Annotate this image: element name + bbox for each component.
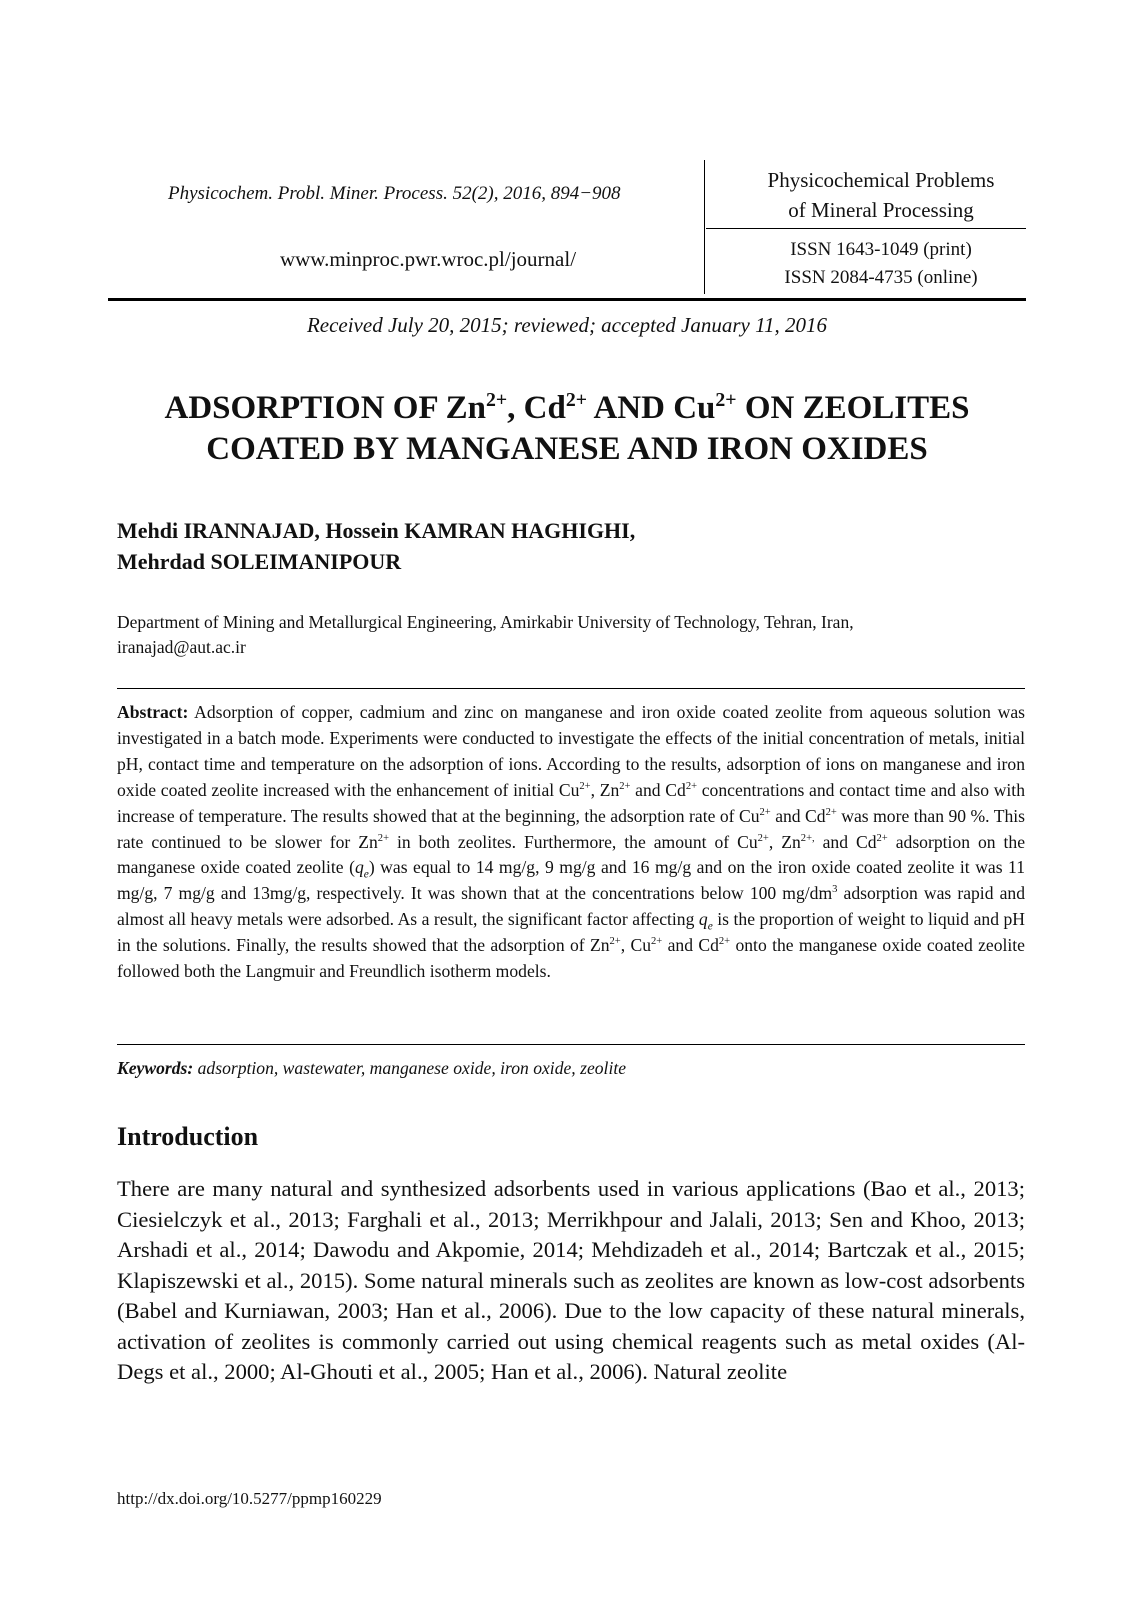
received-dates: Received July 20, 2015; reviewed; accepted January 11, 2016	[306, 313, 828, 337]
abstract-text: ) was equal to 14 mg/g, 9 mg/g and 16 mg/g and on the iron oxide coated zeolite it was 11 mg/g, 7 mg/g and 13mg/g, respectively. It was shown that at the concentrations below 100 mg/dm	[117, 857, 1026, 904]
journal-name-line1: Physicochemical Problems	[767, 168, 995, 192]
issn-block	[736, 236, 1026, 292]
ion-charge: 2+	[685, 780, 698, 792]
header-divider-horizontal	[706, 228, 1026, 229]
abstract-top-rule	[117, 688, 1025, 689]
abstract-text: , Zn	[768, 831, 801, 852]
issn-print: ISSN 1643-1049 (print)	[790, 239, 972, 260]
paper-title-line1	[108, 388, 1026, 429]
header-divider-vertical	[704, 160, 705, 294]
title-superscript: 2+	[565, 389, 588, 411]
symbol-q: q	[698, 909, 708, 930]
keywords-text: adsorption, wastewater, manganese oxide, iron oxide, zeolite	[193, 1058, 627, 1078]
title-superscript: 2+	[486, 389, 508, 411]
abstract-text: Adsorption of copper, cadmium and zinc on manganese and iron oxide coated zeolite from aqueous solution was investigated in a batch mode. Experiments were conducted to investigate the effects of the initial concentration of metals, initial pH, contact time and temperature on the adsorption of ions. According to the results, adsorption of ions on manganese and iron oxide coated zeolite increased with the enhancement of initial Cu	[117, 702, 1025, 800]
abstract-text: and Cd	[662, 935, 719, 956]
abstract-text: adsorption was rapid and almost all heavy metals were adsorbed. As a result, the significant factor affecting	[117, 883, 1025, 930]
abstract-text: was more than 90 %. This rate continued to be slower for Zn	[117, 805, 1025, 852]
issn-online: ISSN 2084-4735 (online)	[784, 267, 978, 288]
title-text: , Cd	[507, 390, 566, 426]
ion-charge: 2+	[619, 780, 631, 792]
symbol-subscript-e: e	[707, 920, 713, 933]
ion-charge: 2+	[651, 936, 663, 948]
unit-superscript: 3	[832, 884, 838, 896]
section-heading-introduction: Introduction	[117, 1122, 259, 1151]
authors	[117, 515, 937, 577]
abstract-text: and Cd	[630, 779, 686, 800]
abstract-text: onto the manganese oxide coated zeolite followed both the Langmuir and Freundlich isotherm models.	[117, 935, 1025, 982]
affiliation-email[interactable]: iranajad@aut.ac.ir	[117, 637, 246, 657]
affiliation	[117, 610, 1025, 660]
introduction-paragraph: There are many natural and synthesized adsorbents used in various applications (Bao et al., 2013; Ciesielczyk et al., 2013; Farghali et al., 2013; Merrikhpour and Jalali, 2013; Sen and Khoo, 2013; Arshadi et al., 2014; Dawodu and Akpomie, 2014; Mehdizadeh et al., 2014; Bartczak et al., 2015; Klapiszewski et al., 2015). Some natural minerals such as zeolites are known as low-cost adsorbents (Babel and Kurniawan, 2003; Han et al., 2006). Due to the low capacity of these natural minerals, activation of zeolites is commonly carried out using chemical reagents such as metal oxides (Al-Degs et al., 2000; Al-Ghouti et al., 2005; Han et al., 2006). Natural zeolite	[117, 1176, 1025, 1384]
abstract-text: in both zeolites. Furthermore, the amount of Cu	[389, 831, 758, 852]
header-rule	[108, 298, 1026, 301]
authors-line2: Mehrdad SOLEIMANIPOUR	[117, 549, 402, 574]
journal-citation: Physicochem. Probl. Miner. Process. 52(2), 2016, 894−908	[168, 183, 621, 204]
symbol-subscript-e: e	[363, 868, 369, 881]
abstract-text: , Zn	[590, 779, 620, 800]
ion-charge: 2+	[759, 806, 771, 818]
journal-name	[736, 165, 1026, 225]
ion-charge: 2+	[579, 780, 591, 792]
title-superscript: 2+	[715, 389, 737, 411]
abstract-text: and Cd	[814, 831, 877, 852]
ion-charge: 2+,	[800, 832, 815, 844]
abstract	[117, 700, 1025, 985]
abstract-text: and Cd	[770, 805, 826, 826]
doi-link[interactable]: http://dx.doi.org/10.5277/ppmp160229	[117, 1489, 382, 1508]
ion-charge: 2+	[757, 832, 769, 844]
keywords-label: Keywords:	[117, 1058, 194, 1078]
affiliation-department: Department of Mining and Metallurgical Engineering, Amirkabir University of Technology, Tehran, Iran,	[117, 612, 854, 632]
keywords	[117, 1058, 1025, 1079]
title-text: ON ZEOLITES	[736, 390, 970, 426]
abstract-text: , Cu	[620, 935, 652, 956]
ion-charge: 2+	[718, 936, 731, 948]
authors-line1: Mehdi IRANNAJAD, Hossein KAMRAN HAGHIGHI,	[117, 518, 636, 543]
title-text: ADSORPTION OF Zn	[164, 390, 486, 426]
ion-charge: 2+	[377, 832, 390, 844]
symbol-q: q	[354, 857, 364, 878]
abstract-text: concentrations and contact time and also with increase of temperature. The results showed that at the beginning, the adsorption rate of Cu	[117, 779, 1025, 826]
journal-name-line2: of Mineral Processing	[788, 198, 974, 222]
ion-charge: 2+	[609, 936, 621, 948]
paper-title-line2: COATED BY MANGANESE AND IRON OXIDES	[206, 431, 928, 467]
abstract-label: Abstract:	[117, 702, 189, 722]
abstract-text: adsorption on the manganese oxide coated zeolite (	[117, 831, 1026, 878]
abstract-bottom-rule	[117, 1044, 1025, 1045]
paper-title	[108, 388, 1026, 470]
ion-charge: 2+	[876, 832, 888, 844]
abstract-text: is the proportion of weight to liquid and pH in the solutions. Finally, the results showed that the adsorption of Zn	[117, 909, 1026, 956]
journal-url[interactable]: www.minproc.pwr.wroc.pl/journal/	[279, 247, 577, 271]
ion-charge: 2+	[825, 806, 837, 818]
title-text: AND Cu	[587, 390, 716, 426]
